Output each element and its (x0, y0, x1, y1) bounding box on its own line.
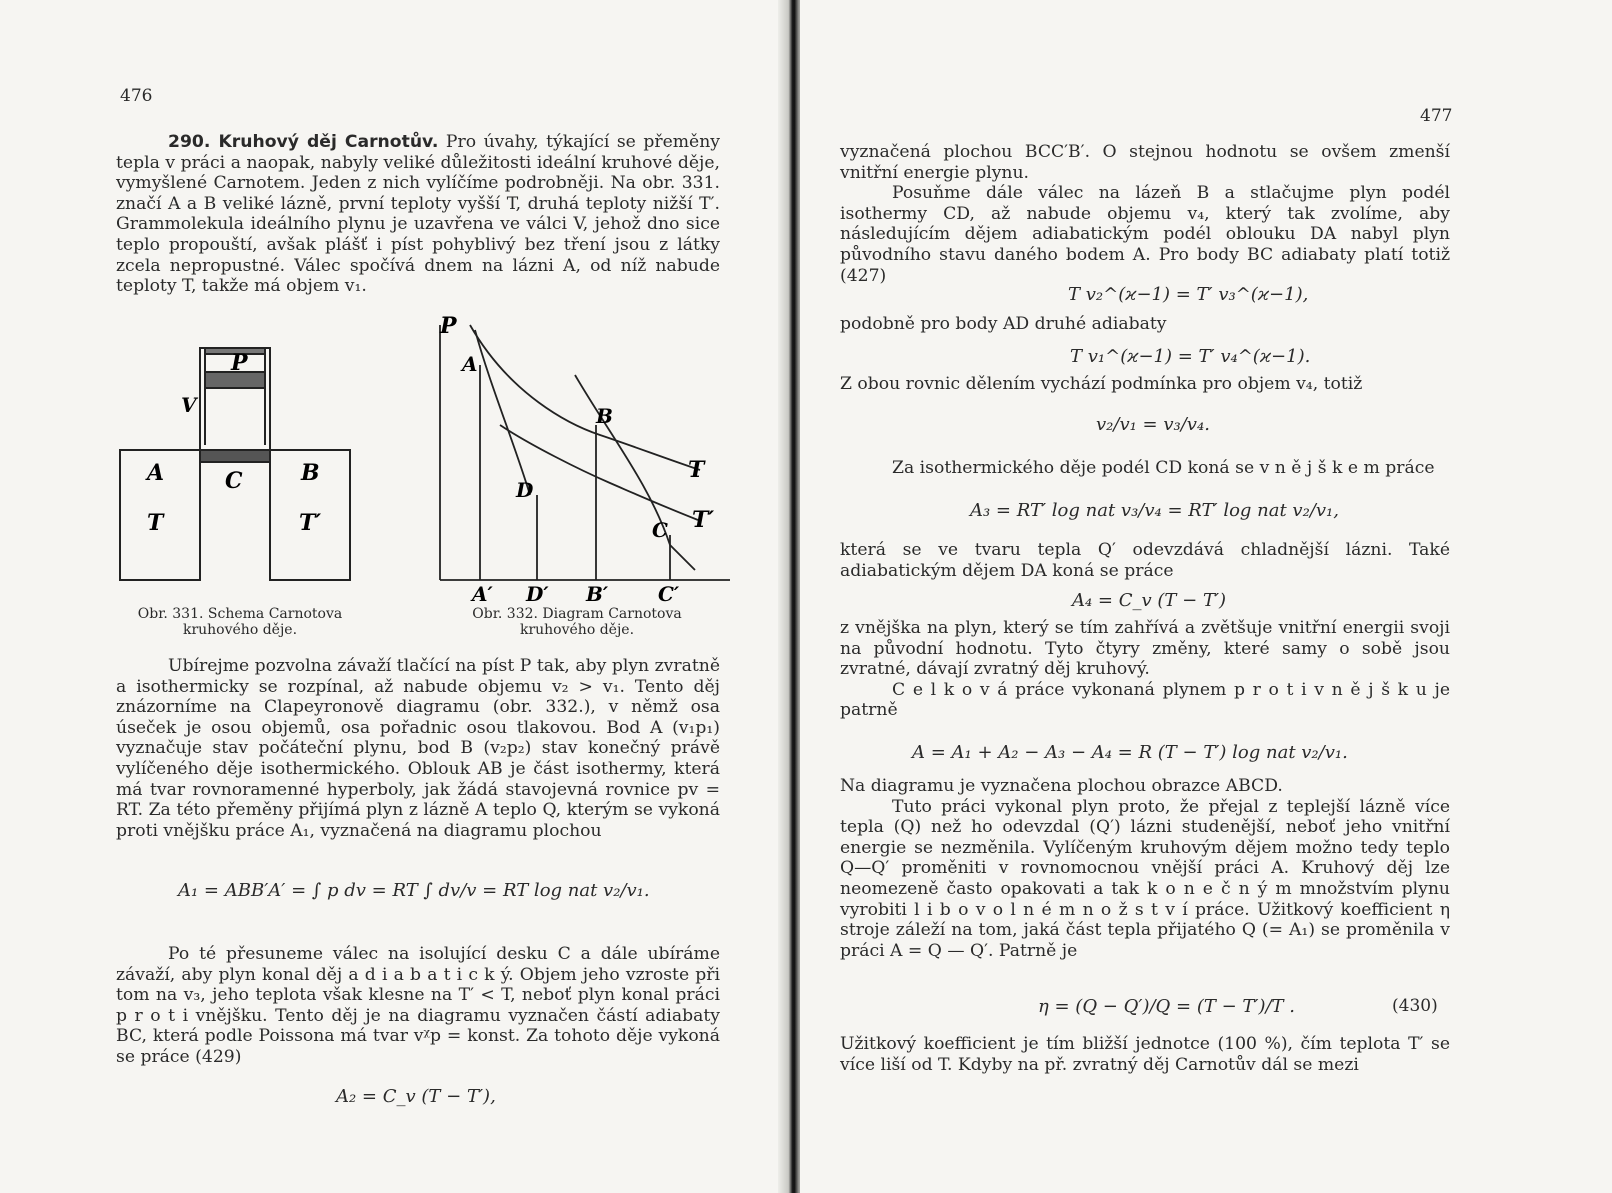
bath-a-temp-label: T (147, 510, 164, 536)
intro-paragraph (116, 132, 720, 297)
paragraph-efficiency: Na diagramu je vyznačena plochou obrazce ABCD. Tuto práci vykonal plyn proto, že přejal z teplejší lázně více tepla (Q) než ho odevzdal (Q′) lázni studenější, neboť jeho vnitřní energie se nezměnila. Vylíčeným kruhovým dějem možno tedy teplo Q—Q′ proměniti v rovnomocnou vnější práci A. Kruhový děj lze neomezeně často opakovati a tak k o n e č n ý m množstvím plynu vyrobiti l i b o v o l n é m n o ž s t v í práce. Užitkový koefficient η stroje záleží na tom, jaká část tepla přijatého Q (= A₁) se proměnila v práci A = Q — Q′. Patrně je (840, 776, 1450, 961)
adiabat-da (475, 330, 530, 495)
figure-331-caption: Obr. 331. Schema Carnotova kruhového děje. (137, 606, 343, 638)
insulating-plate (200, 450, 270, 462)
figure-332-pv-diagram (430, 315, 740, 605)
para-text: Pro úvahy, týkající se přeměny tepla v práci a naopak, nabyly veliké důležitosti ideální kruhové děje, vymyšlené Carnotem. Jeden z nich vylíčíme podrobněji. Na obr. 331. značí A a B veliké lázně, první teploty vyšší T, druhá teploty nižší T′. Grammolekula ideálního plynu je uzavřena ve válci V, jehož dno sice teplo propouští, avšak plášť i píst pohyblivý bez tření jsou z látky zcela nepropustné. Válec spočívá dnem na lázni A, od níž nabude teploty T, takže má objem v₁. (116, 132, 720, 297)
curve-t-prime-label: T′ (692, 507, 715, 533)
paragraph-area: vyznačená plochou BCC′B′. O stejnou hodnotu se ovšem zmenší vnitřní energie plynu. Posuňme dále válec na lázeň B a stlačujme plyn podél isothermy CD, až nabude objemu v₄, který tak zvolíme, aby následujícím dějem adiabatickým podél oblouku DA nabyl plyn původního stavu daného bodem A. Pro body BC adiabaty platí totiž (427) (840, 142, 1450, 286)
piston-label: P (231, 350, 248, 376)
equation-adiabat-bc: T v₂^(ϰ−1) = T′ v₃^(ϰ−1), (1068, 284, 1309, 305)
paragraph-isothermal: Ubírejme pozvolna závaží tlačící na píst P tak, aby plyn zvratně a isothermicky se rozpínal, až nabude objemu v₂ > v₁. Tento děj znázorníme na Clapeyronově diagramu (obr. 332.), v němž osa úseček je osou objemů, osa pořadnic osou tlakovou. Bod A (v₁p₁) vyznačuje stav počáteční plynu, bod B (v₂p₂) stav konečný právě vylíčeného děje isothermického. Oblouk AB je část isothermy, která má tvar rovnoramenné hyperboly, jak žádá stavojevná rovnice pv = RT. Za této přeměny přijímá plyn z lázně A teplo Q, kterým se vykoná proti vnějšku práce A₁, vyznačená na diagramu plochou (116, 656, 720, 841)
cylinder-label: V (181, 393, 197, 417)
equation-number: (430) (1392, 996, 1438, 1016)
figure-331-schema (115, 340, 355, 590)
bath-a-label: A (147, 460, 165, 486)
paragraph-adiabatic: Po té přesuneme válec na isolující desku C a dále ubíráme závaží, aby plyn konal děj a d i a b a t i c k ý. Objem jeho vzroste při tom na v₃, jeho teplota však klesne na T′ < T, neboť plyn konal práci p r o t i vnějšku. Tento děj je na diagramu vyznačen částí adiabaty BC, která podle Poissona má tvar vᵡp = konst. Za tohoto děje vykoná se práce (429) (116, 944, 720, 1067)
point-c-label: C (652, 518, 668, 542)
d-prime-label: D′ (526, 582, 549, 605)
paragraph-heat-q-prime: která se ve tvaru tepla Q′ odevzdává chladnější lázni. Také adiabatickým dějem DA koná se práce (840, 540, 1450, 581)
page-number: 476 (120, 86, 153, 106)
equation-a2: A₂ = C_v (T − T′), (336, 1086, 496, 1107)
plate-label: C (225, 468, 243, 494)
isotherm-t-prime (500, 425, 698, 520)
adiabat-bc (575, 375, 695, 570)
point-a-label: A (462, 352, 478, 376)
bath-b-temp-label: T′ (299, 510, 322, 536)
paragraph-closing: Užitkový koefficient je tím bližší jednotce (100 %), čím teplota T′ se více liší od T. Kdyby na př. zvratný děj Carnotův dál se mezi (840, 1034, 1450, 1075)
paragraph-reversible: z vnějška na plyn, který se tím zahřívá a zvětšuje vnitřní energii svoji na původní hodnotu. Tyto čtyry změny, které samy o sobě jsou zvratné, dávají zvratný děj kruhový. C e l k o v á práce vykonaná plynem p r o t i v n ě j š k u je patrně (840, 618, 1450, 721)
a-prime-label: A′ (472, 582, 493, 605)
paragraph-adiabat-ad: podobně pro body AD druhé adiabaty (840, 314, 1167, 334)
equation-efficiency: η = (Q − Q′)/Q = (T − T′)/T . (1038, 996, 1296, 1017)
point-b-label: B (596, 404, 613, 428)
equation-adiabat-ad: T v₁^(ϰ−1) = T′ v₄^(ϰ−1). (1070, 346, 1311, 367)
equation-total-work: A = A₁ + A₂ − A₃ − A₄ = R (T − T′) log nat v₂/v₁. (912, 742, 1348, 763)
point-d-label: D (516, 478, 534, 502)
curve-t-label: T (688, 457, 705, 483)
left-page (0, 0, 790, 1193)
equation-a4: A₄ = C_v (T − T′) (1072, 590, 1227, 611)
c-prime-label: C′ (658, 582, 680, 605)
right-page (800, 0, 1612, 1193)
equation-a3: A₃ = RT′ log nat v₃/v₄ = RT′ log nat v₂/v₁, (970, 500, 1339, 521)
paragraph-condition: Z obou rovnic dělením vychází podmínka pro objem v₄, totiž (840, 374, 1363, 394)
page-number: 477 (1420, 106, 1453, 126)
section-heading: 290. Kruhový děj Carnotův. (168, 132, 439, 152)
axis-p-label: P (440, 315, 457, 339)
figure-332-caption: Obr. 332. Diagram Carnotova kruhového děje. (472, 606, 682, 638)
paragraph-work-cd: Za isothermického děje podél CD koná se v n ě j š k e m práce (892, 458, 1435, 478)
equation-volume-ratio: v₂/v₁ = v₃/v₄. (1096, 414, 1210, 435)
b-prime-label: B′ (586, 582, 609, 605)
bath-b-label: B (301, 460, 320, 486)
isotherm-t (470, 325, 700, 470)
equation-a1: A₁ = ABB′A′ = ∫ p dv = RT ∫ dv/v = RT log nat v₂/v₁. (178, 880, 650, 901)
